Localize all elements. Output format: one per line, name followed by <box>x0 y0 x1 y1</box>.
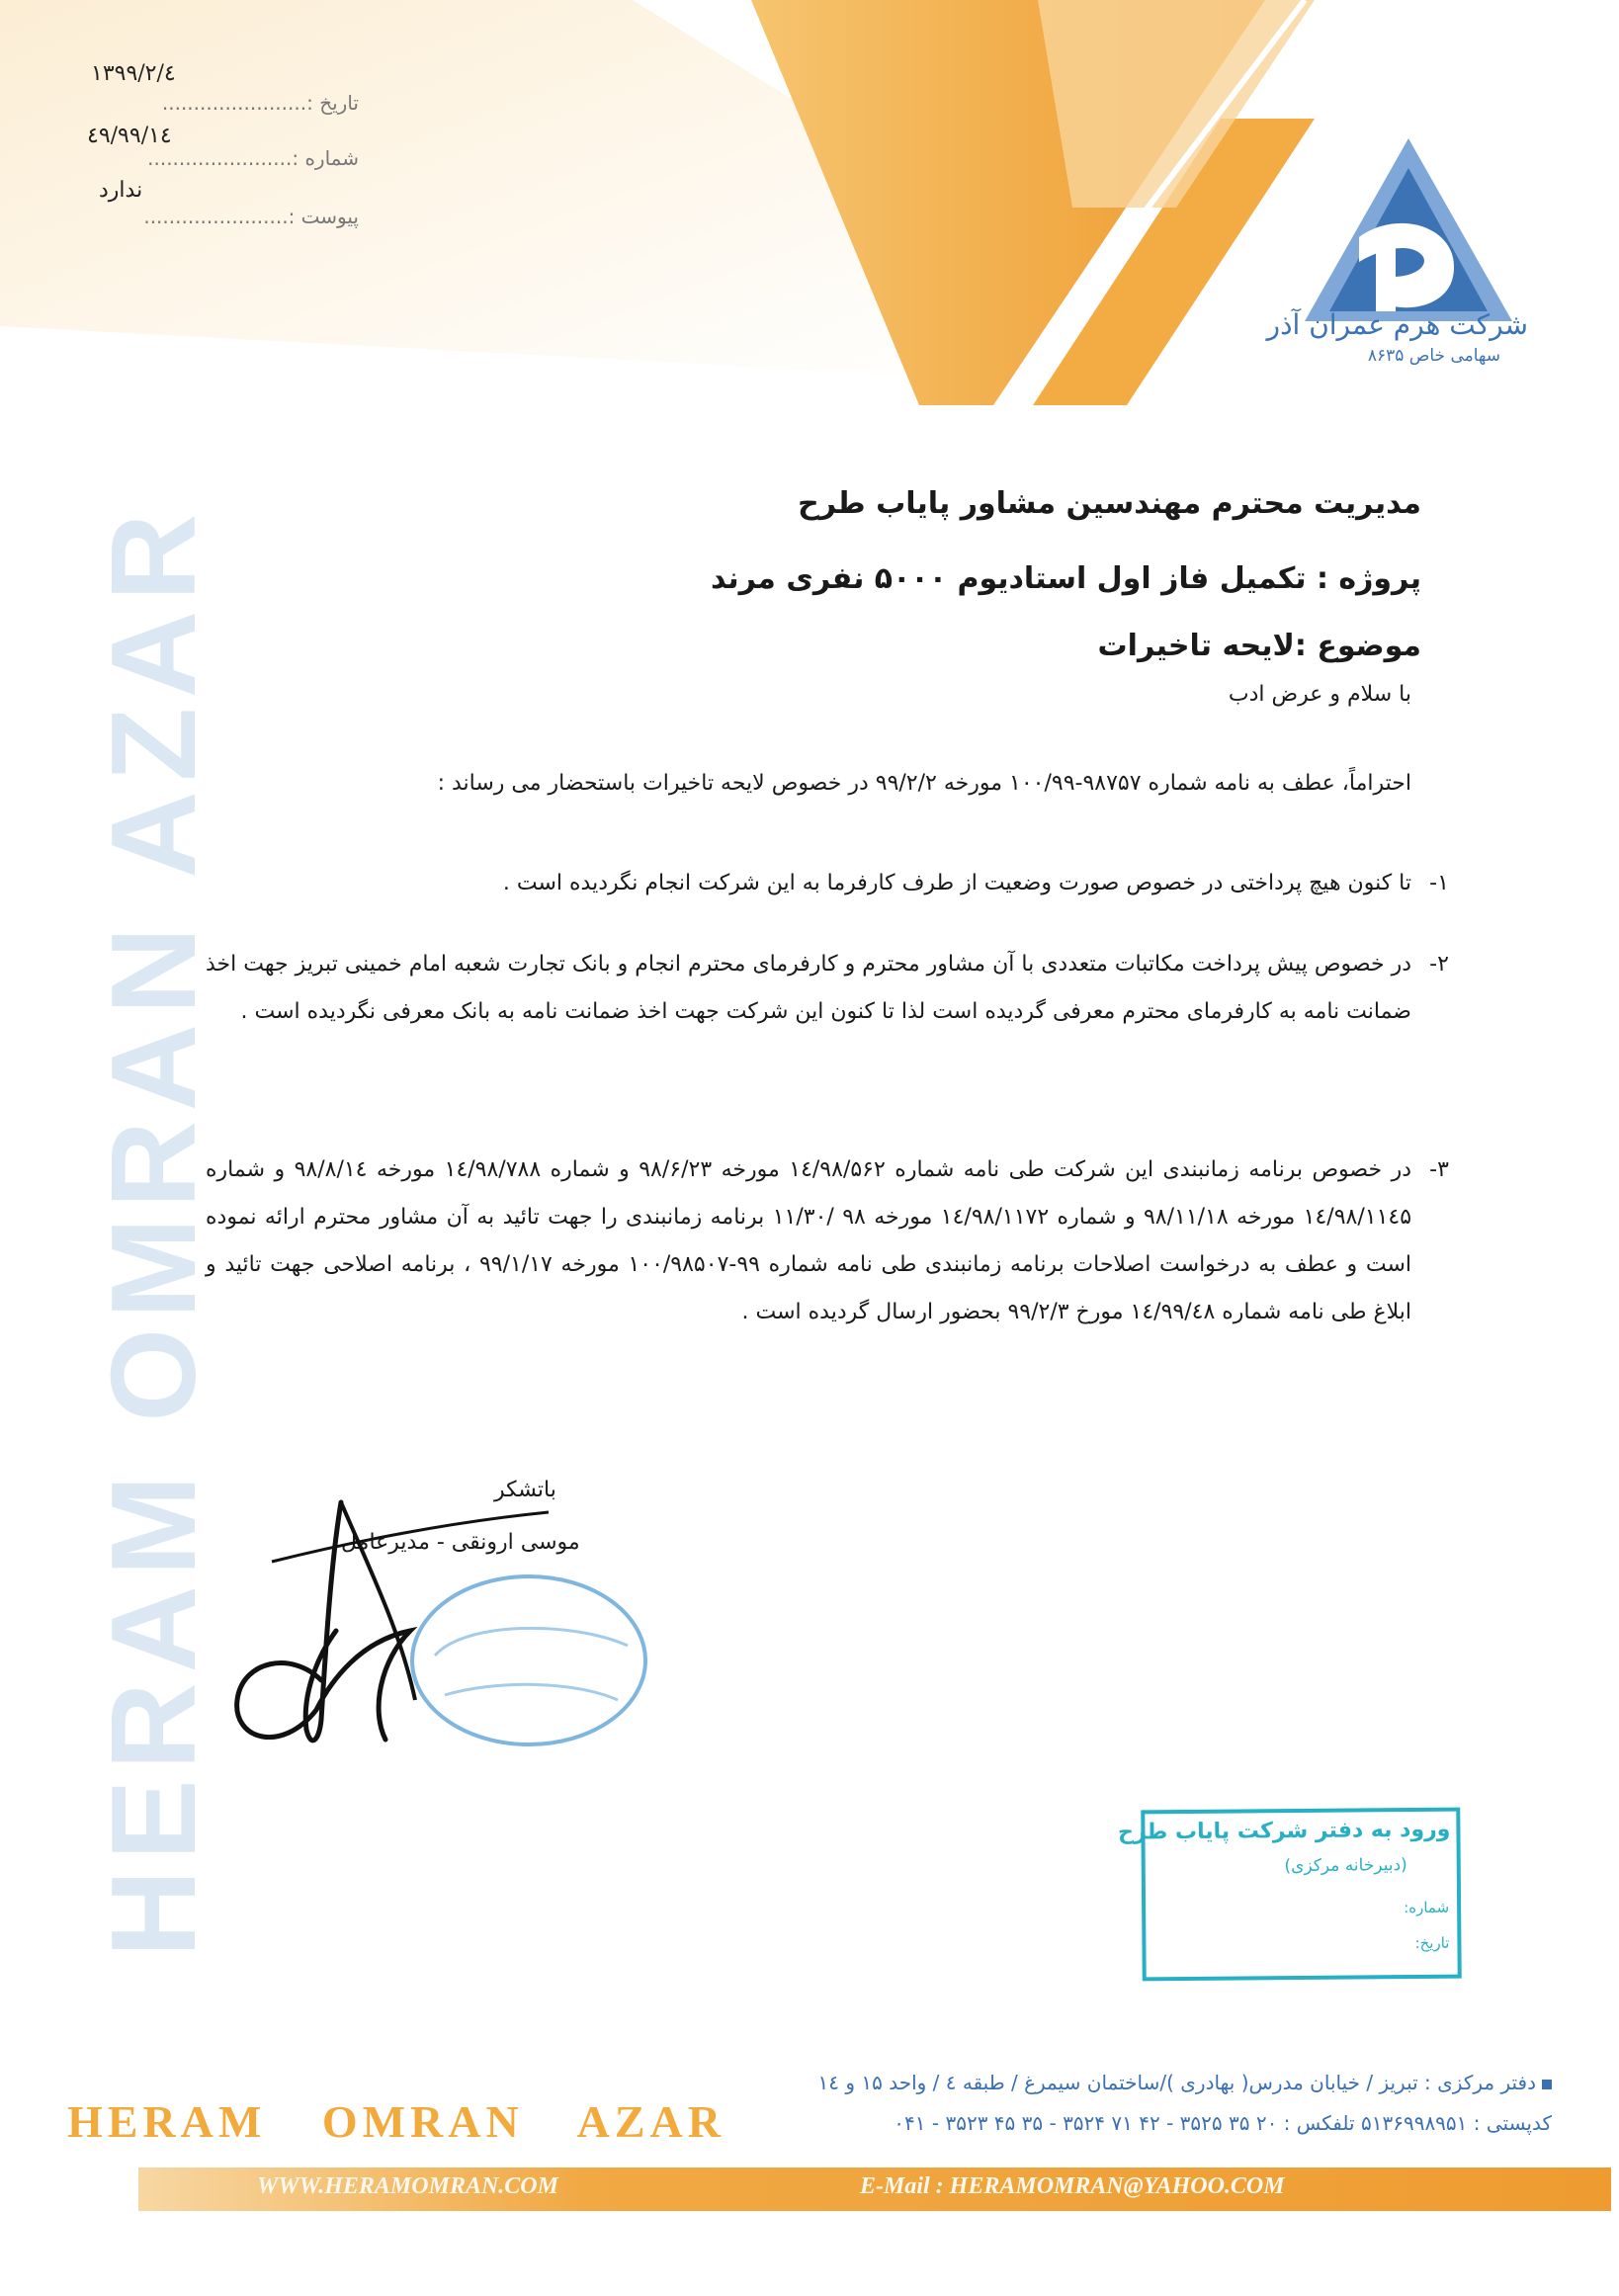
receipt-stamp-date-label: تاریخ: <box>1414 1933 1450 1952</box>
attachment-label: پیوست :....................... <box>143 205 359 228</box>
list-item-number: ۲- <box>1429 952 1449 977</box>
list-item-text: در خصوص برنامه زمانبندی این شرکت طی نامه شماره ۱٤/۹۸/۵۶۲ مورخه ۹۸/۶/۲۳ و شماره ۱٤/۹۸/۷۸۸ مورخه ۹۸/۸/۱٤ و شماره ۱٤/۹۸/۱۱٤۵ مورخه ۹۸/۱۱/۱۸ و شماره ۱٤/۹۸/۱۱۷۲ مورخه ۹۸ /۱۱/۳۰ برنامه زمانبندی را جهت تائید به آن مشاور محترم ارائه نموده است و عطف به درخواست اصلاحات برنامه زمانبندی طی نامه شماره ۹۹-۱۰۰/۹۸۵۰۷ مورخه ۹۹/۱/۱۷ ، برنامه اصلاحی جهت تائید و ابلاغ طی نامه شماره ۱٤/۹۹/٤۸ مورخ ۹۹/۲/۳ بحضور ارسال گردیده است . <box>206 1157 1412 1324</box>
receipt-stamp-subtitle: (دبیرخانه مرکزی) <box>1284 1855 1407 1877</box>
date-value: ۱۳۹۹/۲/٤ <box>91 61 176 86</box>
receipt-stamp <box>1117 1808 1461 1982</box>
company-name: شرکت هرم عمران آذر <box>1266 308 1528 341</box>
list-item-number: ۱- <box>1429 871 1449 895</box>
list-item <box>206 1147 1449 1336</box>
footer-address-text: دفتر مرکزی : تبریز / خیابان مدرس( بهادری )/ساختمان سیمرغ / طبقه ٤ / واحد ۱۵ و ۱٤ <box>817 2071 1536 2094</box>
subject-heading: موضوع :لایحه تاخیرات <box>1097 629 1421 663</box>
signer-name: موسی ارونقی - مدیرعامل <box>341 1530 580 1555</box>
footer-phones: کدپستی : ۵۱۳۶۹۹۸۹۵۱ تلفکس : ۲۰ ۳۵ ۳۵۲۵ - ۴۲ ۷۱ ۳۵۲۴ - ۳۵ ۴۵ ۳۵۲۳ - ۰۴۱ <box>894 2111 1552 2135</box>
list-item-number: ۳- <box>1429 1157 1449 1182</box>
company-logo <box>1305 138 1512 326</box>
footer-brand: HERAM OMRAN AZAR <box>67 2096 725 2147</box>
intro-paragraph: احتراماً، عطف به نامه شماره ۹۸۷۵۷-۱۰۰/۹۹ مورخه ۹۹/۲/۲ در خصوص لایحه تاخیرات باستحضار می رساند : <box>437 771 1411 796</box>
bullet-icon <box>1542 2080 1552 2089</box>
recipient-heading: مدیریت محترم مهندسین مشاور پایاب طرح <box>798 486 1421 521</box>
company-registration: سهامی خاص ۸۶۳۵ <box>1367 346 1500 366</box>
receipt-stamp-number-label: شماره: <box>1404 1898 1450 1917</box>
list-item <box>206 860 1449 907</box>
date-label: تاریخ :....................... <box>161 91 359 115</box>
closing-text: باتشکر <box>494 1478 556 1502</box>
footer-website: WWW.HERAMOMRAN.COM <box>257 2173 558 2199</box>
footer-email: E-Mail : HERAMOMRAN@YAHOO.COM <box>860 2173 1285 2199</box>
greeting: با سلام و عرض ادب <box>1228 682 1411 707</box>
company-seal <box>405 1567 652 1754</box>
list-item <box>206 941 1449 1036</box>
list-item-text: در خصوص پیش پرداخت مکاتبات متعددی با آن مشاور محترم و کارفرمای محترم انجام و بانک تجارت شعبه امام خمینی تبریز جهت اخذ ضمانت نامه به کارفرمای محترم معرفی گردیده است لذا تا کنون این شرکت جهت اخذ ضمانت نامه به بانک معرفی نگردیده است . <box>206 952 1411 1024</box>
watermark-text: HERAM OMRAN AZAR <box>86 503 220 1957</box>
list-item-text: تا کنون هیچ پرداختی در خصوص صورت وضعیت از طرف کارفرما به این شرکت انجام نگردیده است . <box>502 871 1411 895</box>
project-heading: پروژه : تکمیل فاز اول استادیوم ۵۰۰۰ نفری مرند <box>711 561 1421 596</box>
attachment-value: ندارد <box>99 178 143 203</box>
footer-address <box>818 2071 1553 2094</box>
number-value: ٤۹/۹۹/۱٤ <box>87 124 172 148</box>
receipt-stamp-title: ورود به دفتر شرکت پایاب طرح <box>1117 1817 1451 1845</box>
number-label: شماره :....................... <box>147 146 359 170</box>
